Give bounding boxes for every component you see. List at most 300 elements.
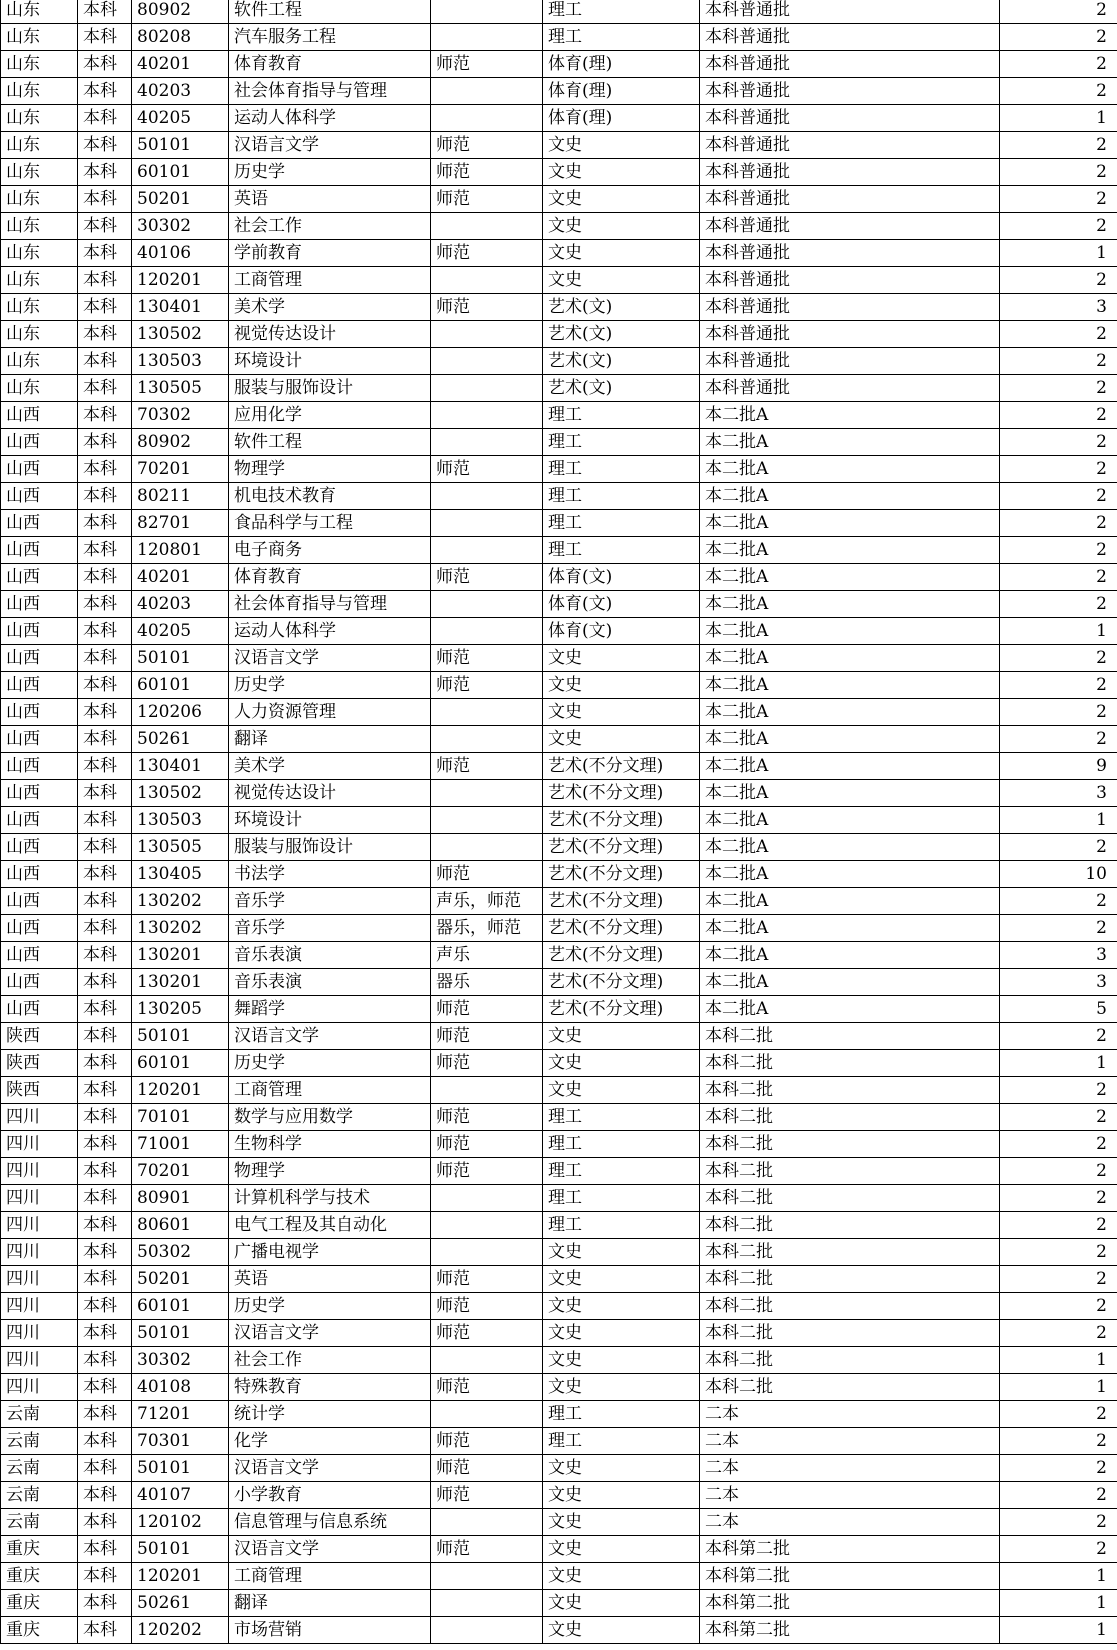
province-cell: 山西 bbox=[1, 699, 78, 726]
note-cell bbox=[431, 834, 543, 861]
plan-count-cell: 1 bbox=[1000, 1563, 1117, 1590]
major-name-cell: 服装与服饰设计 bbox=[229, 375, 431, 402]
note-cell: 师范 bbox=[431, 1374, 543, 1401]
plan-count-cell: 2 bbox=[1000, 483, 1117, 510]
subject-category-cell: 文史 bbox=[543, 1023, 700, 1050]
subject-category-cell: 文史 bbox=[543, 645, 700, 672]
batch-cell: 本二批A bbox=[700, 564, 1000, 591]
batch-cell: 本科二批 bbox=[700, 1158, 1000, 1185]
table-row bbox=[1, 510, 1117, 537]
major-code-cell: 40201 bbox=[132, 564, 229, 591]
province-cell: 陕西 bbox=[1, 1023, 78, 1050]
subject-category-cell: 理工 bbox=[543, 456, 700, 483]
level-cell: 本科 bbox=[78, 591, 132, 618]
note-cell: 师范 bbox=[431, 1455, 543, 1482]
province-cell: 山西 bbox=[1, 591, 78, 618]
table-row bbox=[1, 888, 1117, 915]
major-name-cell: 英语 bbox=[229, 1266, 431, 1293]
note-cell bbox=[431, 24, 543, 51]
major-code-cell: 120801 bbox=[132, 537, 229, 564]
level-cell: 本科 bbox=[78, 1131, 132, 1158]
subject-category-cell: 体育(理) bbox=[543, 78, 700, 105]
level-cell: 本科 bbox=[78, 240, 132, 267]
major-code-cell: 70101 bbox=[132, 1104, 229, 1131]
major-name-cell: 汉语言文学 bbox=[229, 1455, 431, 1482]
batch-cell: 本科二批 bbox=[700, 1347, 1000, 1374]
note-cell bbox=[431, 348, 543, 375]
table-row bbox=[1, 1455, 1117, 1482]
table-row bbox=[1, 1266, 1117, 1293]
province-cell: 四川 bbox=[1, 1320, 78, 1347]
level-cell: 本科 bbox=[78, 375, 132, 402]
plan-count-cell: 1 bbox=[1000, 807, 1117, 834]
major-code-cell: 50101 bbox=[132, 1320, 229, 1347]
batch-cell: 本科普通批 bbox=[700, 267, 1000, 294]
province-cell: 四川 bbox=[1, 1212, 78, 1239]
plan-count-cell: 2 bbox=[1000, 1455, 1117, 1482]
major-name-cell: 生物科学 bbox=[229, 1131, 431, 1158]
note-cell bbox=[431, 0, 543, 24]
table-row bbox=[1, 672, 1117, 699]
subject-category-cell: 文史 bbox=[543, 186, 700, 213]
plan-count-cell: 2 bbox=[1000, 672, 1117, 699]
subject-category-cell: 文史 bbox=[543, 1374, 700, 1401]
plan-count-cell: 1 bbox=[1000, 1347, 1117, 1374]
plan-count-cell: 2 bbox=[1000, 1428, 1117, 1455]
plan-count-cell: 2 bbox=[1000, 645, 1117, 672]
batch-cell: 本二批A bbox=[700, 996, 1000, 1023]
major-code-cell: 130503 bbox=[132, 348, 229, 375]
batch-cell: 本科二批 bbox=[700, 1077, 1000, 1104]
subject-category-cell: 文史 bbox=[543, 1482, 700, 1509]
batch-cell: 本科普通批 bbox=[700, 132, 1000, 159]
plan-count-cell: 2 bbox=[1000, 510, 1117, 537]
province-cell: 陕西 bbox=[1, 1050, 78, 1077]
plan-count-cell: 2 bbox=[1000, 699, 1117, 726]
subject-category-cell: 文史 bbox=[543, 1617, 700, 1644]
major-name-cell: 数学与应用数学 bbox=[229, 1104, 431, 1131]
table-row bbox=[1, 294, 1117, 321]
subject-category-cell: 理工 bbox=[543, 510, 700, 537]
major-code-cell: 40106 bbox=[132, 240, 229, 267]
table-row bbox=[1, 942, 1117, 969]
province-cell: 山东 bbox=[1, 78, 78, 105]
plan-count-cell: 2 bbox=[1000, 1320, 1117, 1347]
table-row bbox=[1, 1536, 1117, 1563]
level-cell: 本科 bbox=[78, 1320, 132, 1347]
batch-cell: 本科第二批 bbox=[700, 1536, 1000, 1563]
subject-category-cell: 理工 bbox=[543, 1212, 700, 1239]
batch-cell: 本二批A bbox=[700, 915, 1000, 942]
level-cell: 本科 bbox=[78, 780, 132, 807]
major-name-cell: 化学 bbox=[229, 1428, 431, 1455]
note-cell: 师范 bbox=[431, 1428, 543, 1455]
level-cell: 本科 bbox=[78, 1266, 132, 1293]
table-row bbox=[1, 699, 1117, 726]
batch-cell: 本科第二批 bbox=[700, 1590, 1000, 1617]
major-code-cell: 80601 bbox=[132, 1212, 229, 1239]
province-cell: 重庆 bbox=[1, 1536, 78, 1563]
major-name-cell: 计算机科学与技术 bbox=[229, 1185, 431, 1212]
major-name-cell: 特殊教育 bbox=[229, 1374, 431, 1401]
level-cell: 本科 bbox=[78, 1482, 132, 1509]
level-cell: 本科 bbox=[78, 1617, 132, 1644]
note-cell bbox=[431, 213, 543, 240]
subject-category-cell: 文史 bbox=[543, 1077, 700, 1104]
batch-cell: 本科二批 bbox=[700, 1185, 1000, 1212]
subject-category-cell: 文史 bbox=[543, 159, 700, 186]
subject-category-cell: 理工 bbox=[543, 1428, 700, 1455]
province-cell: 山西 bbox=[1, 888, 78, 915]
level-cell: 本科 bbox=[78, 1536, 132, 1563]
subject-category-cell: 艺术(不分文理) bbox=[543, 834, 700, 861]
subject-category-cell: 文史 bbox=[543, 240, 700, 267]
major-name-cell: 社会工作 bbox=[229, 213, 431, 240]
plan-count-cell: 2 bbox=[1000, 186, 1117, 213]
province-cell: 山东 bbox=[1, 240, 78, 267]
level-cell: 本科 bbox=[78, 267, 132, 294]
major-name-cell: 小学教育 bbox=[229, 1482, 431, 1509]
batch-cell: 本科二批 bbox=[700, 1374, 1000, 1401]
batch-cell: 本科普通批 bbox=[700, 51, 1000, 78]
subject-category-cell: 文史 bbox=[543, 1536, 700, 1563]
table-row bbox=[1, 159, 1117, 186]
province-cell: 山东 bbox=[1, 267, 78, 294]
subject-category-cell: 文史 bbox=[543, 672, 700, 699]
level-cell: 本科 bbox=[78, 834, 132, 861]
table-row bbox=[1, 375, 1117, 402]
batch-cell: 本二批A bbox=[700, 888, 1000, 915]
province-cell: 山东 bbox=[1, 105, 78, 132]
level-cell: 本科 bbox=[78, 1104, 132, 1131]
major-code-cell: 120206 bbox=[132, 699, 229, 726]
major-code-cell: 82701 bbox=[132, 510, 229, 537]
level-cell: 本科 bbox=[78, 1239, 132, 1266]
major-name-cell: 机电技术教育 bbox=[229, 483, 431, 510]
major-code-cell: 60101 bbox=[132, 1050, 229, 1077]
major-name-cell: 音乐表演 bbox=[229, 942, 431, 969]
province-cell: 四川 bbox=[1, 1131, 78, 1158]
plan-count-cell: 2 bbox=[1000, 1239, 1117, 1266]
batch-cell: 本二批A bbox=[700, 969, 1000, 996]
level-cell: 本科 bbox=[78, 0, 132, 24]
major-name-cell: 体育教育 bbox=[229, 564, 431, 591]
batch-cell: 本科二批 bbox=[700, 1023, 1000, 1050]
major-code-cell: 50101 bbox=[132, 1536, 229, 1563]
table-row bbox=[1, 1131, 1117, 1158]
plan-count-cell: 2 bbox=[1000, 834, 1117, 861]
level-cell: 本科 bbox=[78, 105, 132, 132]
major-name-cell: 电子商务 bbox=[229, 537, 431, 564]
note-cell: 师范 bbox=[431, 861, 543, 888]
note-cell bbox=[431, 321, 543, 348]
province-cell: 山东 bbox=[1, 294, 78, 321]
major-name-cell: 电气工程及其自动化 bbox=[229, 1212, 431, 1239]
province-cell: 山西 bbox=[1, 753, 78, 780]
major-code-cell: 130502 bbox=[132, 321, 229, 348]
level-cell: 本科 bbox=[78, 861, 132, 888]
major-name-cell: 应用化学 bbox=[229, 402, 431, 429]
level-cell: 本科 bbox=[78, 1428, 132, 1455]
batch-cell: 本二批A bbox=[700, 753, 1000, 780]
level-cell: 本科 bbox=[78, 483, 132, 510]
major-code-cell: 30302 bbox=[132, 1347, 229, 1374]
note-cell: 师范 bbox=[431, 1050, 543, 1077]
major-code-cell: 130201 bbox=[132, 969, 229, 996]
level-cell: 本科 bbox=[78, 1374, 132, 1401]
level-cell: 本科 bbox=[78, 699, 132, 726]
table-row bbox=[1, 726, 1117, 753]
plan-count-cell: 1 bbox=[1000, 1374, 1117, 1401]
plan-count-cell: 2 bbox=[1000, 402, 1117, 429]
subject-category-cell: 理工 bbox=[543, 24, 700, 51]
subject-category-cell: 文史 bbox=[543, 267, 700, 294]
table-row bbox=[1, 1428, 1117, 1455]
subject-category-cell: 体育(理) bbox=[543, 105, 700, 132]
province-cell: 山西 bbox=[1, 483, 78, 510]
province-cell: 山东 bbox=[1, 159, 78, 186]
plan-count-cell: 10 bbox=[1000, 861, 1117, 888]
batch-cell: 本科二批 bbox=[700, 1293, 1000, 1320]
level-cell: 本科 bbox=[78, 1158, 132, 1185]
province-cell: 云南 bbox=[1, 1482, 78, 1509]
major-code-cell: 120102 bbox=[132, 1509, 229, 1536]
level-cell: 本科 bbox=[78, 402, 132, 429]
subject-category-cell: 艺术(文) bbox=[543, 348, 700, 375]
table-row bbox=[1, 24, 1117, 51]
province-cell: 山西 bbox=[1, 537, 78, 564]
major-name-cell: 运动人体科学 bbox=[229, 105, 431, 132]
batch-cell: 本二批A bbox=[700, 456, 1000, 483]
batch-cell: 本二批A bbox=[700, 699, 1000, 726]
note-cell bbox=[431, 1077, 543, 1104]
table-row bbox=[1, 105, 1117, 132]
plan-count-cell: 2 bbox=[1000, 564, 1117, 591]
table-row bbox=[1, 780, 1117, 807]
province-cell: 山西 bbox=[1, 618, 78, 645]
major-code-cell: 40203 bbox=[132, 591, 229, 618]
subject-category-cell: 艺术(不分文理) bbox=[543, 996, 700, 1023]
plan-count-cell: 2 bbox=[1000, 1293, 1117, 1320]
table-row bbox=[1, 1158, 1117, 1185]
province-cell: 四川 bbox=[1, 1293, 78, 1320]
major-name-cell: 运动人体科学 bbox=[229, 618, 431, 645]
major-name-cell: 软件工程 bbox=[229, 429, 431, 456]
province-cell: 山东 bbox=[1, 24, 78, 51]
plan-count-cell: 1 bbox=[1000, 105, 1117, 132]
plan-count-cell: 2 bbox=[1000, 1536, 1117, 1563]
table-row bbox=[1, 1347, 1117, 1374]
table-row bbox=[1, 861, 1117, 888]
level-cell: 本科 bbox=[78, 159, 132, 186]
major-code-cell: 40201 bbox=[132, 51, 229, 78]
table-row bbox=[1, 1212, 1117, 1239]
subject-category-cell: 体育(文) bbox=[543, 591, 700, 618]
subject-category-cell: 艺术(文) bbox=[543, 294, 700, 321]
major-name-cell: 物理学 bbox=[229, 456, 431, 483]
province-cell: 山东 bbox=[1, 348, 78, 375]
batch-cell: 本二批A bbox=[700, 618, 1000, 645]
batch-cell: 本科普通批 bbox=[700, 159, 1000, 186]
plan-count-cell: 5 bbox=[1000, 996, 1117, 1023]
subject-category-cell: 艺术(不分文理) bbox=[543, 753, 700, 780]
note-cell: 师范 bbox=[431, 132, 543, 159]
level-cell: 本科 bbox=[78, 1050, 132, 1077]
major-code-cell: 60101 bbox=[132, 159, 229, 186]
note-cell bbox=[431, 1347, 543, 1374]
note-cell: 师范 bbox=[431, 1104, 543, 1131]
subject-category-cell: 理工 bbox=[543, 1185, 700, 1212]
level-cell: 本科 bbox=[78, 564, 132, 591]
major-code-cell: 120201 bbox=[132, 1563, 229, 1590]
major-name-cell: 汽车服务工程 bbox=[229, 24, 431, 51]
note-cell bbox=[431, 429, 543, 456]
note-cell: 声乐，师范 bbox=[431, 888, 543, 915]
major-code-cell: 130405 bbox=[132, 861, 229, 888]
major-name-cell: 汉语言文学 bbox=[229, 645, 431, 672]
major-code-cell: 40205 bbox=[132, 105, 229, 132]
table-row bbox=[1, 0, 1117, 24]
province-cell: 云南 bbox=[1, 1401, 78, 1428]
note-cell bbox=[431, 1401, 543, 1428]
province-cell: 重庆 bbox=[1, 1590, 78, 1617]
major-code-cell: 30302 bbox=[132, 213, 229, 240]
table-row bbox=[1, 186, 1117, 213]
table-row bbox=[1, 240, 1117, 267]
level-cell: 本科 bbox=[78, 996, 132, 1023]
batch-cell: 二本 bbox=[700, 1509, 1000, 1536]
major-code-cell: 120201 bbox=[132, 1077, 229, 1104]
subject-category-cell: 艺术(不分文理) bbox=[543, 861, 700, 888]
major-code-cell: 50101 bbox=[132, 1455, 229, 1482]
batch-cell: 本科普通批 bbox=[700, 24, 1000, 51]
table-row bbox=[1, 618, 1117, 645]
table-row bbox=[1, 1320, 1117, 1347]
province-cell: 山西 bbox=[1, 996, 78, 1023]
level-cell: 本科 bbox=[78, 807, 132, 834]
plan-count-cell: 2 bbox=[1000, 1212, 1117, 1239]
plan-count-cell: 2 bbox=[1000, 888, 1117, 915]
province-cell: 四川 bbox=[1, 1266, 78, 1293]
table-row bbox=[1, 132, 1117, 159]
plan-count-cell: 1 bbox=[1000, 1590, 1117, 1617]
plan-count-cell: 2 bbox=[1000, 321, 1117, 348]
subject-category-cell: 文史 bbox=[543, 1293, 700, 1320]
level-cell: 本科 bbox=[78, 1293, 132, 1320]
plan-count-cell: 2 bbox=[1000, 456, 1117, 483]
province-cell: 山西 bbox=[1, 456, 78, 483]
note-cell: 师范 bbox=[431, 1023, 543, 1050]
note-cell bbox=[431, 699, 543, 726]
batch-cell: 本二批A bbox=[700, 402, 1000, 429]
plan-count-cell: 2 bbox=[1000, 1158, 1117, 1185]
note-cell: 师范 bbox=[431, 1266, 543, 1293]
province-cell: 山西 bbox=[1, 645, 78, 672]
major-name-cell: 美术学 bbox=[229, 753, 431, 780]
major-code-cell: 70201 bbox=[132, 1158, 229, 1185]
plan-count-cell: 2 bbox=[1000, 429, 1117, 456]
subject-category-cell: 文史 bbox=[543, 726, 700, 753]
plan-count-cell: 2 bbox=[1000, 1077, 1117, 1104]
note-cell: 师范 bbox=[431, 672, 543, 699]
major-code-cell: 40107 bbox=[132, 1482, 229, 1509]
level-cell: 本科 bbox=[78, 1347, 132, 1374]
batch-cell: 本科第二批 bbox=[700, 1563, 1000, 1590]
major-code-cell: 71001 bbox=[132, 1131, 229, 1158]
major-name-cell: 历史学 bbox=[229, 672, 431, 699]
batch-cell: 本二批A bbox=[700, 861, 1000, 888]
batch-cell: 本二批A bbox=[700, 672, 1000, 699]
batch-cell: 本二批A bbox=[700, 510, 1000, 537]
plan-count-cell: 2 bbox=[1000, 132, 1117, 159]
batch-cell: 本科普通批 bbox=[700, 186, 1000, 213]
province-cell: 山西 bbox=[1, 915, 78, 942]
major-name-cell: 视觉传达设计 bbox=[229, 780, 431, 807]
major-name-cell: 工商管理 bbox=[229, 1563, 431, 1590]
subject-category-cell: 艺术(不分文理) bbox=[543, 942, 700, 969]
plan-count-cell: 1 bbox=[1000, 240, 1117, 267]
major-code-cell: 50101 bbox=[132, 645, 229, 672]
province-cell: 四川 bbox=[1, 1158, 78, 1185]
table-row bbox=[1, 1293, 1117, 1320]
table-row bbox=[1, 429, 1117, 456]
level-cell: 本科 bbox=[78, 1023, 132, 1050]
batch-cell: 本科普通批 bbox=[700, 375, 1000, 402]
major-name-cell: 人力资源管理 bbox=[229, 699, 431, 726]
plan-count-cell: 2 bbox=[1000, 915, 1117, 942]
table-row bbox=[1, 348, 1117, 375]
batch-cell: 本二批A bbox=[700, 483, 1000, 510]
note-cell: 师范 bbox=[431, 1158, 543, 1185]
major-code-cell: 130202 bbox=[132, 915, 229, 942]
subject-category-cell: 文史 bbox=[543, 1050, 700, 1077]
province-cell: 云南 bbox=[1, 1509, 78, 1536]
batch-cell: 本二批A bbox=[700, 834, 1000, 861]
province-cell: 四川 bbox=[1, 1239, 78, 1266]
plan-count-cell: 2 bbox=[1000, 267, 1117, 294]
province-cell: 山东 bbox=[1, 0, 78, 24]
major-code-cell: 130202 bbox=[132, 888, 229, 915]
table-row bbox=[1, 996, 1117, 1023]
plan-count-cell: 2 bbox=[1000, 78, 1117, 105]
subject-category-cell: 理工 bbox=[543, 429, 700, 456]
major-code-cell: 50201 bbox=[132, 1266, 229, 1293]
major-name-cell: 历史学 bbox=[229, 1050, 431, 1077]
major-name-cell: 汉语言文学 bbox=[229, 1023, 431, 1050]
level-cell: 本科 bbox=[78, 456, 132, 483]
level-cell: 本科 bbox=[78, 726, 132, 753]
note-cell: 师范 bbox=[431, 159, 543, 186]
batch-cell: 本科第二批 bbox=[700, 1617, 1000, 1644]
subject-category-cell: 理工 bbox=[543, 0, 700, 24]
plan-count-cell: 3 bbox=[1000, 969, 1117, 996]
batch-cell: 本科二批 bbox=[700, 1050, 1000, 1077]
province-cell: 山西 bbox=[1, 942, 78, 969]
level-cell: 本科 bbox=[78, 753, 132, 780]
province-cell: 四川 bbox=[1, 1374, 78, 1401]
plan-count-cell: 2 bbox=[1000, 51, 1117, 78]
major-name-cell: 社会工作 bbox=[229, 1347, 431, 1374]
subject-category-cell: 艺术(不分文理) bbox=[543, 888, 700, 915]
note-cell: 声乐 bbox=[431, 942, 543, 969]
major-code-cell: 130505 bbox=[132, 834, 229, 861]
subject-category-cell: 艺术(不分文理) bbox=[543, 780, 700, 807]
major-name-cell: 统计学 bbox=[229, 1401, 431, 1428]
major-name-cell: 舞蹈学 bbox=[229, 996, 431, 1023]
subject-category-cell: 理工 bbox=[543, 1131, 700, 1158]
plan-count-cell: 2 bbox=[1000, 213, 1117, 240]
major-name-cell: 学前教育 bbox=[229, 240, 431, 267]
